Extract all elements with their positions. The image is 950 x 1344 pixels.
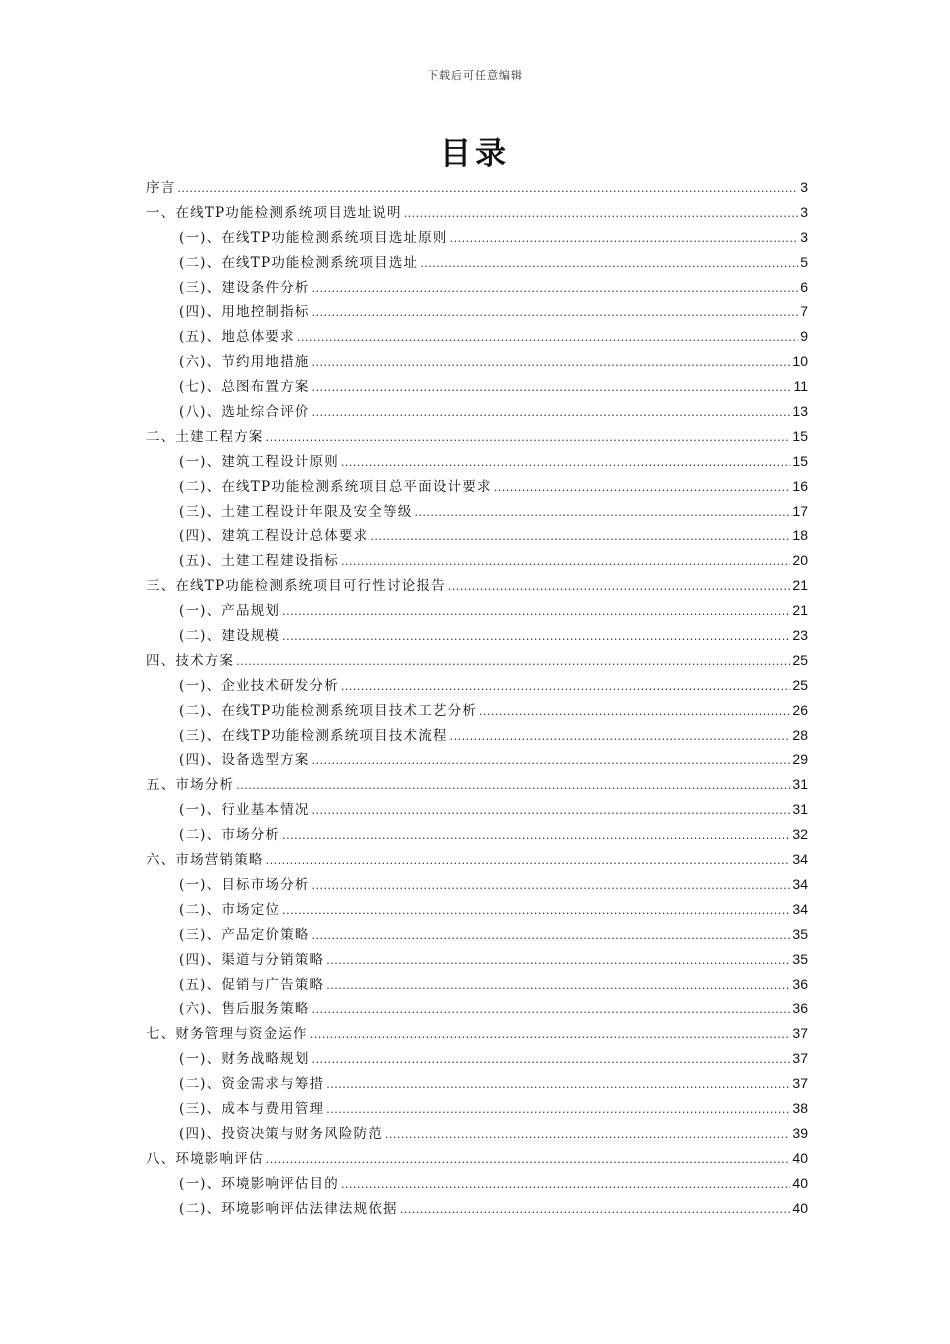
- dot-leader: [282, 827, 790, 843]
- toc-entry-title: (二)、市场定位: [179, 901, 281, 918]
- toc-entry[interactable]: [146, 176, 808, 201]
- toc-entry[interactable]: [146, 773, 808, 798]
- toc-entry-title: 二、土建工程方案: [146, 428, 264, 445]
- dot-leader: [312, 1051, 791, 1067]
- dot-leader: [312, 280, 799, 296]
- toc-entry-title: (六)、节约用地措施: [179, 354, 310, 371]
- toc-entry-title: (一)、在线TP功能检测系统项目选址原则: [179, 229, 448, 246]
- dot-leader: [312, 379, 792, 395]
- page-header: 下载后可任意编辑: [427, 69, 523, 82]
- dot-leader: [266, 1151, 791, 1167]
- toc-entry-title: 六、市场营销策略: [146, 852, 264, 869]
- toc-entry-title: (三)、土建工程设计年限及安全等级: [179, 503, 413, 520]
- toc-entry[interactable]: [146, 997, 808, 1022]
- toc-entry-page-number: 40: [792, 1199, 808, 1216]
- toc-entry[interactable]: [146, 574, 808, 599]
- toc-entry-title: (四)、建筑工程设计总体要求: [179, 528, 369, 545]
- dot-leader: [266, 429, 791, 445]
- toc-entry-title: (八)、选址综合评价: [179, 404, 310, 421]
- toc-entry-page-number: 28: [792, 726, 808, 743]
- dot-leader: [312, 404, 791, 420]
- toc-entry[interactable]: [146, 798, 808, 823]
- toc-entry-page-number: 29: [792, 751, 808, 768]
- dot-leader: [312, 877, 791, 893]
- dot-leader: [400, 1201, 791, 1217]
- dot-leader: [370, 528, 790, 544]
- toc-entry-page-number: 37: [792, 1075, 808, 1092]
- toc-entry-page-number: 37: [792, 1025, 808, 1042]
- page-title: 目录: [440, 136, 510, 172]
- toc-entry[interactable]: [146, 251, 808, 276]
- dot-leader: [266, 852, 791, 868]
- toc-entry[interactable]: [146, 649, 808, 674]
- toc-entry[interactable]: [146, 475, 808, 500]
- toc-entry[interactable]: [146, 226, 808, 251]
- dot-leader: [297, 329, 798, 345]
- dot-leader: [341, 454, 790, 470]
- toc-entry-title: (一)、行业基本情况: [179, 802, 310, 819]
- toc-entry-page-number: 20: [792, 552, 808, 569]
- toc-entry[interactable]: [146, 699, 808, 724]
- dot-leader: [414, 504, 790, 520]
- toc-entry[interactable]: [146, 1172, 808, 1197]
- toc-entry-title: (四)、投资决策与财务风险防范: [179, 1125, 384, 1142]
- toc-entry-title: (二)、资金需求与筹措: [179, 1076, 325, 1093]
- toc-entry-page-number: 38: [792, 1099, 808, 1116]
- toc-entry[interactable]: [146, 549, 808, 574]
- toc-entry-title: (三)、成本与费用管理: [179, 1100, 325, 1117]
- dot-leader: [341, 1176, 790, 1192]
- toc-entry-title: (四)、设备选型方案: [179, 752, 310, 769]
- table-of-contents: [146, 176, 808, 1221]
- toc-entry-page-number: 5: [800, 253, 808, 270]
- toc-entry-title: 三、在线TP功能检测系统项目可行性讨论报告: [146, 578, 446, 595]
- dot-leader: [312, 752, 791, 768]
- toc-entry-page-number: 34: [792, 875, 808, 892]
- toc-entry-title: (一)、建筑工程设计原则: [179, 453, 339, 470]
- toc-entry[interactable]: [146, 624, 808, 649]
- toc-entry-title: (三)、产品定价策略: [179, 926, 310, 943]
- toc-entry[interactable]: [146, 948, 808, 973]
- dot-leader: [450, 728, 791, 744]
- toc-entry-page-number: 17: [792, 502, 808, 519]
- toc-entry[interactable]: [146, 1072, 808, 1097]
- toc-entry-page-number: 31: [792, 801, 808, 818]
- dot-leader: [326, 1101, 790, 1117]
- toc-entry[interactable]: [146, 748, 808, 773]
- toc-entry[interactable]: [146, 674, 808, 699]
- dot-leader: [312, 304, 799, 320]
- toc-entry[interactable]: [146, 1122, 808, 1147]
- toc-entry-title: 八、环境影响评估: [146, 1150, 264, 1167]
- dot-leader: [479, 703, 790, 719]
- dot-leader: [310, 1026, 791, 1042]
- dot-leader: [420, 255, 798, 271]
- toc-entry-title: 序言: [146, 180, 176, 196]
- toc-entry[interactable]: [146, 500, 808, 525]
- toc-entry[interactable]: [146, 524, 808, 549]
- toc-entry-page-number: 7: [800, 303, 808, 320]
- toc-entry-title: (二)、在线TP功能检测系统项目总平面设计要求: [179, 478, 492, 495]
- toc-entry-title: (一)、目标市场分析: [179, 876, 310, 893]
- toc-entry-page-number: 16: [792, 477, 808, 494]
- toc-entry[interactable]: [146, 1197, 808, 1222]
- toc-entry-title: (二)、在线TP功能检测系统项目技术工艺分析: [179, 702, 478, 719]
- toc-entry-title: (一)、企业技术研发分析: [179, 677, 339, 694]
- toc-entry[interactable]: [146, 724, 808, 749]
- dot-leader: [341, 553, 790, 569]
- toc-entry[interactable]: [146, 898, 808, 923]
- toc-entry[interactable]: [146, 1047, 808, 1072]
- dot-leader: [404, 205, 799, 221]
- dot-leader: [282, 628, 790, 644]
- toc-entry[interactable]: [146, 923, 808, 948]
- dot-leader: [326, 977, 790, 993]
- toc-entry-page-number: 36: [792, 1000, 808, 1017]
- toc-entry-page-number: 34: [792, 851, 808, 868]
- dot-leader: [312, 354, 791, 370]
- toc-entry[interactable]: [146, 276, 808, 301]
- toc-entry[interactable]: [146, 425, 808, 450]
- toc-entry-page-number: 25: [792, 651, 808, 668]
- toc-entry-title: 一、在线TP功能检测系统项目选址说明: [146, 204, 402, 221]
- toc-entry[interactable]: [146, 201, 808, 226]
- toc-entry-title: (三)、在线TP功能检测系统项目技术流程: [179, 727, 448, 744]
- toc-entry-title: (四)、用地控制指标: [179, 304, 310, 321]
- toc-entry-title: (六)、售后服务策略: [179, 1001, 310, 1018]
- toc-entry[interactable]: [146, 599, 808, 624]
- toc-entry[interactable]: [146, 300, 808, 325]
- toc-entry-page-number: 36: [792, 975, 808, 992]
- toc-entry-title: (四)、渠道与分销策略: [179, 951, 325, 968]
- dot-leader: [326, 952, 790, 968]
- toc-entry-page-number: 40: [792, 1174, 808, 1191]
- dot-leader: [450, 230, 799, 246]
- toc-entry-title: (二)、在线TP功能检测系统项目选址: [179, 254, 419, 271]
- toc-entry[interactable]: [146, 973, 808, 998]
- toc-entry-title: (五)、土建工程建设指标: [179, 553, 339, 570]
- toc-entry-page-number: 9: [800, 328, 808, 345]
- toc-entry[interactable]: [146, 823, 808, 848]
- toc-entry-page-number: 34: [792, 900, 808, 917]
- toc-entry[interactable]: [146, 1097, 808, 1122]
- toc-entry-page-number: 23: [792, 627, 808, 644]
- toc-entry-page-number: 3: [800, 203, 808, 220]
- toc-entry-title: (一)、产品规划: [179, 603, 281, 620]
- dot-leader: [282, 902, 790, 918]
- dot-leader: [448, 578, 791, 594]
- toc-entry[interactable]: [146, 325, 808, 350]
- toc-entry-title: (二)、市场分析: [179, 827, 281, 844]
- toc-entry-page-number: 35: [792, 925, 808, 942]
- toc-entry[interactable]: [146, 1147, 808, 1172]
- toc-entry-title: (一)、环境影响评估目的: [179, 1175, 339, 1192]
- toc-entry-page-number: 32: [792, 826, 808, 843]
- dot-leader: [312, 802, 791, 818]
- toc-entry-page-number: 13: [792, 403, 808, 420]
- dot-leader: [177, 180, 798, 196]
- toc-entry-title: (一)、财务战略规划: [179, 1051, 310, 1068]
- toc-entry-page-number: 15: [792, 452, 808, 469]
- toc-entry-page-number: 39: [792, 1124, 808, 1141]
- toc-entry[interactable]: [146, 375, 808, 400]
- toc-entry-title: 五、市场分析: [146, 777, 235, 794]
- toc-entry-page-number: 15: [792, 427, 808, 444]
- toc-entry-page-number: 21: [792, 577, 808, 594]
- toc-entry-page-number: 6: [800, 278, 808, 295]
- toc-entry-page-number: 35: [792, 950, 808, 967]
- toc-entry-title: (五)、促销与广告策略: [179, 976, 325, 993]
- toc-entry-title: (三)、建设条件分析: [179, 279, 310, 296]
- toc-entry-page-number: 25: [792, 676, 808, 693]
- toc-entry-title: (二)、建设规模: [179, 628, 281, 645]
- toc-entry-page-number: 37: [792, 1050, 808, 1067]
- toc-entry-title: (七)、总图布置方案: [179, 379, 310, 396]
- toc-entry[interactable]: [146, 350, 808, 375]
- toc-entry-title: (二)、环境影响评估法律法规依据: [179, 1200, 398, 1217]
- dot-leader: [326, 1076, 790, 1092]
- toc-entry[interactable]: [146, 873, 808, 898]
- toc-entry-title: 七、财务管理与资金运作: [146, 1026, 308, 1043]
- toc-entry-page-number: 3: [800, 228, 808, 245]
- dot-leader: [494, 479, 791, 495]
- dot-leader: [312, 1001, 791, 1017]
- dot-leader: [385, 1126, 790, 1142]
- toc-entry[interactable]: [146, 1022, 808, 1047]
- dot-leader: [282, 603, 790, 619]
- toc-entry-page-number: 31: [792, 776, 808, 793]
- toc-entry-page-number: 10: [792, 353, 808, 370]
- toc-entry-title: 四、技术方案: [146, 652, 235, 669]
- toc-entry-page-number: 40: [792, 1149, 808, 1166]
- toc-entry[interactable]: [146, 400, 808, 425]
- toc-entry-page-number: 26: [792, 701, 808, 718]
- toc-entry-page-number: 21: [792, 602, 808, 619]
- toc-entry[interactable]: [146, 450, 808, 475]
- toc-entry-page-number: 11: [793, 378, 808, 395]
- toc-entry-title: (五)、地总体要求: [179, 329, 295, 346]
- dot-leader: [312, 927, 791, 943]
- toc-entry-page-number: 3: [800, 179, 808, 195]
- dot-leader: [341, 678, 790, 694]
- toc-entry-page-number: 18: [792, 527, 808, 544]
- dot-leader: [236, 653, 790, 669]
- dot-leader: [236, 777, 790, 793]
- toc-entry[interactable]: [146, 848, 808, 873]
